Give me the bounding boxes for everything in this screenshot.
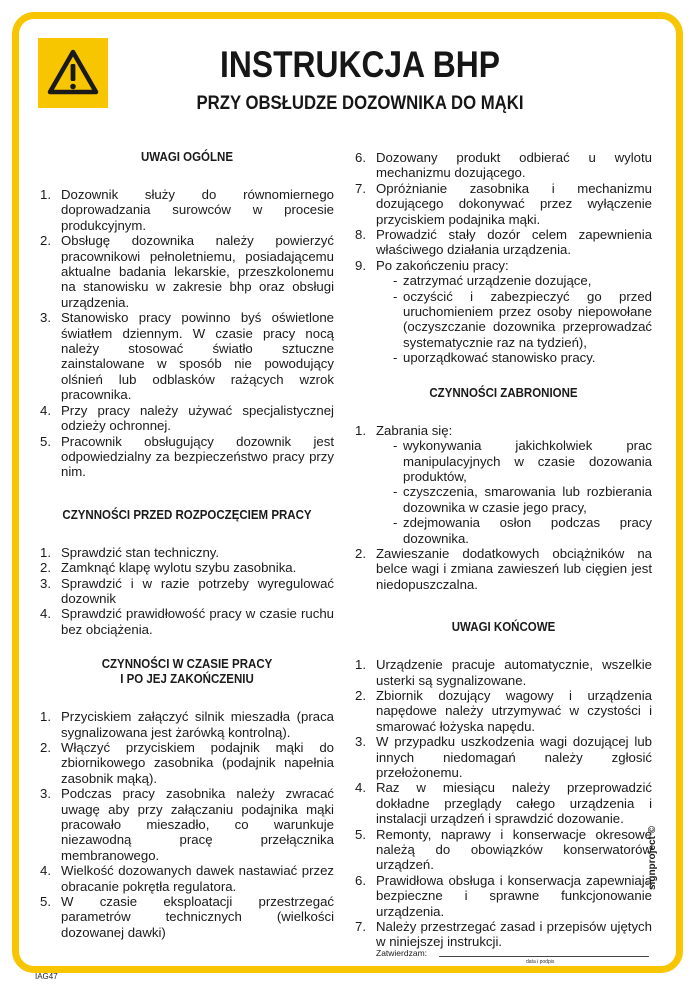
- list-item: 2. Zamknąć klapę wylotu szybu zasobnika.: [40, 560, 297, 576]
- list-w-czasie-pracy-cont: [355, 150, 652, 366]
- brand-mark: signproject ©: [647, 825, 658, 890]
- signature-line: [439, 956, 649, 957]
- list-item: 1. Zabrania się: - wykonywania jakichkolwiek prac manipulacyjnych w czasie dozowania produktów, - czyszczenia, smarowania lub rozbierania dozownika w czasie jego pracy, - zdejmowania osłon podczas pracy dozownika.: [355, 423, 652, 546]
- list-item: 7. Opróżnianie zasobnika i mechanizmu dozującego dokonywać przez wyłączenie przyciskiem podajnika mąki.: [355, 180, 652, 227]
- product-code: IAG47: [35, 972, 58, 981]
- list-item: 4. Raz w miesiącu należy przeprowadzić dokładne przeglądy całego urządzenia i instalacji urządzeń i sprawdzić dozowanie.: [355, 780, 652, 827]
- list-item: 1. Dozownik służy do równomiernego doprowadzania surowców w procesie produkcyjnym.: [40, 187, 334, 233]
- list-item: 7. Należy przestrzegać zasad i przepisów ujętych w niniejszej instrukcji.: [355, 919, 652, 950]
- list-item: 5. W czasie eksploatacji przestrzegać parametrów technicznych (wielkości dozowanej dawki): [40, 894, 334, 940]
- signature-caption: data i podpis: [526, 959, 555, 965]
- sub-list: [376, 438, 652, 546]
- list-item: 2. Obsługę dozownika należy powierzyć pracownikowi pełnoletniemu, posiadającemu aktualne badania lekarskie, przeszkolonemu na stanowisku w zakresie bhp oraz obsługi urządzenia.: [40, 233, 334, 310]
- list-item: 4. Wielkość dozowanych dawek nastawiać przez obracanie pokrętła regulatora.: [40, 863, 334, 894]
- list-item: 5. Pracownik obsługujący dozownik jest odpowiedzialny za bezpieczeństwo pracy przy nim.: [40, 433, 334, 480]
- list-w-czasie-pracy: [40, 709, 334, 940]
- list-item: 3. Sprawdzić i w razie potrzeby wyregulować dozownik: [40, 575, 334, 606]
- list-zabronione: [355, 423, 652, 592]
- list-item: 2. Zawieszanie dodatkowych obciążników na belce wagi i zmiana zawieszeń lub cięgien jest niedopuszczalna.: [355, 545, 652, 592]
- list-item: 1. Sprawdzić stan techniczny.: [40, 544, 220, 560]
- list-item: 4. Sprawdzić prawidłowość pracy w czasie ruchu bez obciążenia.: [40, 606, 334, 637]
- page-title: INSTRUKCJA BHP: [220, 44, 500, 85]
- list-item: 5. Remonty, naprawy i konserwacje okresowe należą do obowiązków konserwatorów urządzeń.: [355, 826, 652, 873]
- page-subtitle: PRZY OBSŁUDZE DOZOWNIKA DO MĄKI: [196, 93, 524, 114]
- left-column: [40, 150, 334, 940]
- list-item: 8. Prowadzić stały dozór celem zapewnienia właściwego działania urządzenia.: [355, 227, 652, 258]
- list-uwagi-ogolne: [40, 187, 334, 480]
- list-item: 3. Stanowisko pracy powinno byś oświetlone światłem dziennym. W czasie pracy nocą należy stosować światło sztuczne zainstalowane w sposób nie powodujący olśnień lub odblasków rażących wzrok pracownika.: [40, 310, 334, 403]
- list-item: 6. Dozowany produkt odbierać u wylotu mechanizmu dozującego.: [355, 150, 652, 181]
- list-item: 3. Podczas pracy zasobnika należy zwracać uwagę aby przy załączaniu podajnika mąki pracowało mieszadło, co warunkuje niezawodną pracę przełącznika membranowego.: [40, 786, 334, 863]
- warning-badge: [38, 38, 108, 108]
- list-item: 9. Po zakończeniu pracy: - zatrzymać urządzenie dozujące, - oczyścić i zabezpieczyć go przed uruchomieniem przez osoby niepowołane (oczyszczanie dozownika przeprowadzać systematycznie raz na tydzień), - uporządkować stanowisko pracy.: [355, 258, 652, 366]
- sub-list-item: - oczyścić i zabezpieczyć go przed uruchomieniem przez osoby niepowołane (oczyszczanie dozownika przeprowadzać systematycznie raz na tydzień),: [376, 289, 652, 351]
- list-uwagi-koncowe: [355, 657, 652, 950]
- approval-signature-area: [376, 948, 656, 972]
- right-column: [355, 150, 652, 950]
- sub-list-item: - wykonywania jakichkolwiek prac manipulacyjnych w czasie dozowania produktów,: [376, 438, 652, 484]
- warning-triangle-icon: [38, 38, 108, 108]
- sub-list-item: - czyszczenia, smarowania lub rozbierania dozownika w czasie jego pracy,: [376, 484, 652, 515]
- list-item: 1. Urządzenie pracuje automatycznie, wszelkie usterki są sygnalizowane.: [355, 657, 652, 688]
- list-item: 3. W przypadku uszkodzenia wagi dozującej lub innych niedomagań należy zgłosić przełożonemu.: [355, 734, 652, 780]
- list-item: 1. Przyciskiem załączyć silnik mieszadła (praca sygnalizowana jest żarówką kontrolną).: [40, 709, 334, 740]
- section-title-zabronione: CZYNNOŚCI ZABRONIONE: [429, 385, 578, 400]
- sub-list: [376, 273, 652, 365]
- list-item: 2. Zbiornik dozujący wagowy i urządzenia napędowe należy utrzymywać w czystości i smarować łożyska napędu.: [355, 687, 652, 734]
- sub-list-item: - zatrzymać urządzenie dozujące,: [376, 273, 652, 288]
- section-title-uwagi-koncowe: UWAGI KOŃCOWE: [451, 620, 556, 635]
- section-title-w-czasie-pracy: CZYNNOŚCI W CZASIE PRACY I PO JEJ ZAKOŃCZENIU: [101, 657, 273, 687]
- section-title-przed-praca: CZYNNOŚCI PRZED ROZPOCZĘCIEM PRACY: [62, 507, 312, 522]
- list-item: 4. Przy pracy należy używać specjalistycznej odzieży ochronnej.: [40, 402, 334, 434]
- sub-list-item: - zdejmowania osłon podczas pracy dozownika.: [376, 515, 652, 546]
- section-title-uwagi-ogolne: UWAGI OGÓLNE: [141, 150, 233, 164]
- list-przed-praca: [40, 545, 334, 637]
- list-item: 2. Włączyć przyciskiem podajnik mąki do zbiornikowego zasobnika (podajnik napełnia zasobnik mąką).: [40, 739, 334, 786]
- approval-label: Zatwierdzam:: [376, 948, 428, 958]
- list-item: 6. Prawidłowa obsługa i konserwacja zapewniają bezpieczne i sprawne funkcjonowanie urządzenia.: [355, 872, 652, 919]
- sub-list-item: - uporządkować stanowisko pracy.: [376, 350, 652, 365]
